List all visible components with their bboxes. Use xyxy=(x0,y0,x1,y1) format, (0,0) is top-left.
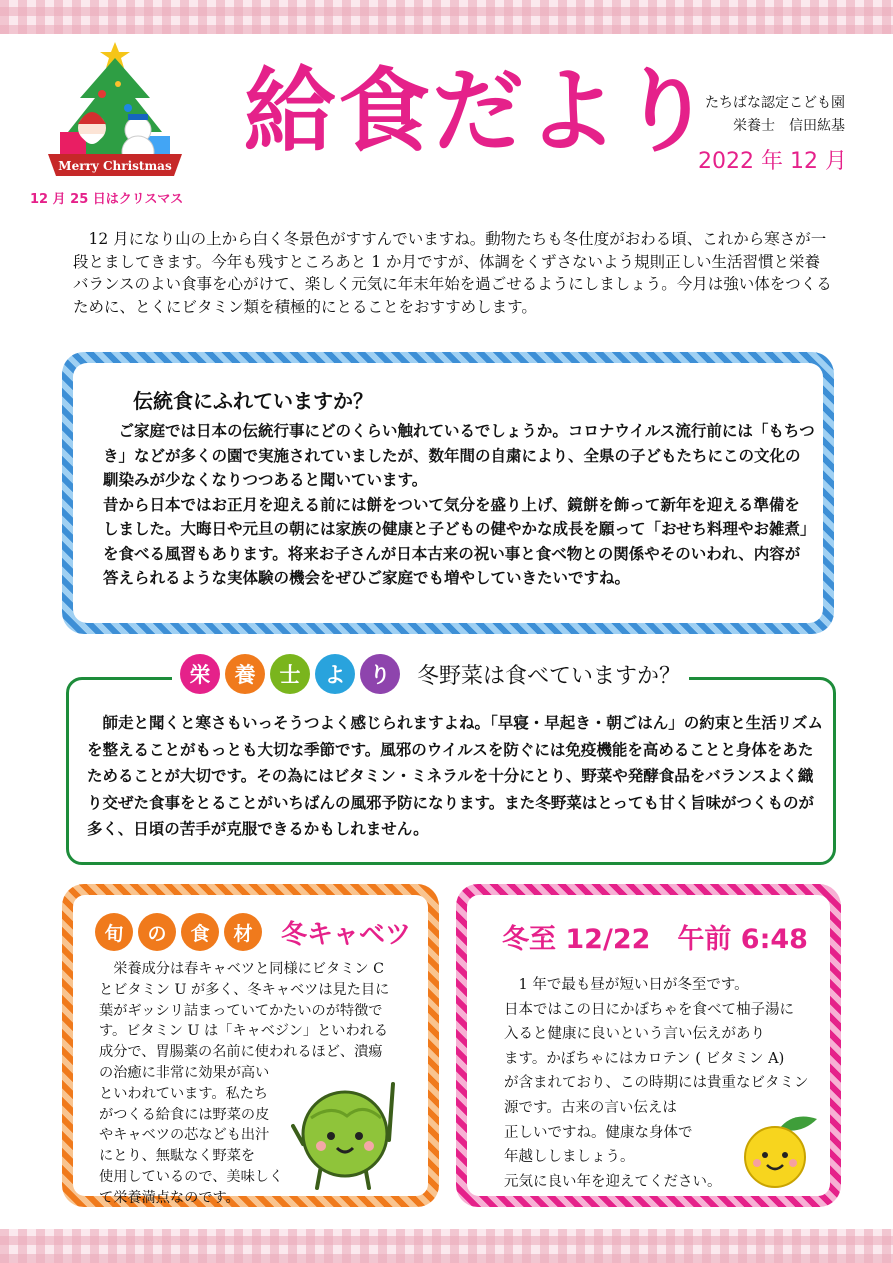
text-line: の治癒に非常に効果が高い xyxy=(99,1064,270,1081)
text-line: 日本ではこの日にかぼちゃを食べて柚子湯に xyxy=(504,1001,794,1018)
merry-christmas-badge: Merry Christmas xyxy=(58,159,172,173)
text-line: ます。かぼちゃにはカロテン ( ビタミン A) xyxy=(504,1050,785,1067)
nutritionist-title: 冬野菜は食べていますか？ xyxy=(417,663,682,689)
traditional-food-title: 伝統食にふれていますか？ xyxy=(133,389,373,413)
nutritionist-body: 師走と聞くと寒さもいっそうつよく感じられますよね。「早寝・早起き・朝ごはん」の約束と生活リズムを整えることがもっとも大切な季節です。風邪のウイルスを防ぐには免疫機能を高めることと身体をあたためることが大切です。その為にはビタミン・ミネラルを十分にとり、野菜や発酵食品をバランスよく織り交ぜた食事をとることがいちばんの風邪予防になります。また冬野菜はとっても甘く旨味がつくものが多く、日頃の苦手が克服できるかもしれません。 xyxy=(87,714,823,838)
top-checkered-border xyxy=(0,0,893,34)
text-line: 使用しているので、美味しく xyxy=(99,1168,284,1185)
badge-char: り xyxy=(360,654,400,694)
text-line: 源です。古来の言い伝えは xyxy=(504,1099,677,1116)
nutritionist-header xyxy=(172,654,689,694)
badge-char: 材 xyxy=(224,913,262,951)
text-line: やキャベツの芯なども出汁 xyxy=(99,1127,270,1144)
text-line: 1 年で最も昼が短い日が冬至です。 xyxy=(504,977,749,993)
text-line: が含まれており、この時期には貴重なビタミン xyxy=(504,1075,809,1092)
text-line: 成分で、胃腸薬の名前に使われるほど、潰瘍 xyxy=(99,1044,383,1061)
text-line: て栄養満点なのです。 xyxy=(99,1189,240,1206)
author-name: 栄養士 信田紘基 xyxy=(733,118,845,134)
text-line: とビタミン U が多く、冬キャベツは見た目に xyxy=(99,981,390,998)
badge-char: 士 xyxy=(270,654,310,694)
badge-char: よ xyxy=(315,654,355,694)
text-line: 入ると健康に良いという言い伝えがあり xyxy=(504,1026,765,1043)
text-line: がつくる給食には野菜の皮 xyxy=(99,1106,270,1123)
christmas-tree-illustration xyxy=(40,36,190,184)
traditional-food-body xyxy=(103,419,815,591)
solstice-title: 冬至 12/22 午前 6:48 xyxy=(502,924,808,955)
text-line: 元気に良い年を迎えてください。 xyxy=(504,1173,722,1190)
text-line: 葉がギッシリ詰まっていてかたいのが特徴で xyxy=(99,1002,383,1019)
intro-paragraph: 12 月になり山の上から白く冬景色がすすんでいますね。動物たちも冬仕度がおわる頃、これから寒さが一段とましてきます。今年も残すところあと 1 か月ですが、体調をくずさないよう規則正しい生活習慣と栄養バランスのよい食事を心がけて、楽しく元気に年末年始を過ごせるようにしましょう。今月は強い体をつくるために、とくにビタミン類を積極的にとることをおすすめします。 xyxy=(73,230,832,316)
issue-date: 2022 年 12 月 xyxy=(698,149,847,174)
badge-char: 養 xyxy=(225,654,265,694)
newsletter-title: 給食だより xyxy=(244,58,715,165)
badge-char: の xyxy=(138,913,176,951)
traditional-food-box xyxy=(62,352,834,634)
badge-char: 旬 xyxy=(95,913,133,951)
text-line: す。ビタミン U は「キャベジン」といわれる xyxy=(99,1023,389,1040)
seasonal-title: 冬キャベツ xyxy=(281,919,412,950)
text-line: といわれています。私たち xyxy=(99,1085,269,1102)
cabbage-character-illustration xyxy=(291,1074,401,1192)
christmas-caption: 12 月 25 日はクリスマス xyxy=(30,192,184,207)
traditional-paragraph-2: 昔から日本ではお正月を迎える前には餅をついて気分を盛り上げ、鏡餅を飾って新年を迎える準備をしました。大晦日や元旦の朝には家族の健康と子どもの健やかな成長を願って「おせち料理やお雑煮」を食べる風習もあります。将来お子さんが日本古来の祝い事と食べ物との関係やそのいわれ、内容が答えられるような実体験の機会をぜひご家庭でも増やしていきたいですね。 xyxy=(103,495,808,587)
text-line: 年越ししましょう。 xyxy=(504,1149,635,1166)
text-line: 栄養成分は春キャベツと同様にビタミン C xyxy=(99,961,384,977)
text-line: にとり、無駄なく野菜を xyxy=(99,1148,256,1165)
text-line: 正しいですね。健康な身体で xyxy=(504,1124,693,1141)
traditional-paragraph-1: ご家庭では日本の伝統行事にどのくらい触れているでしょうか。コロナウイルス流行前には「もちつき」などが多くの園で実施されていましたが、数年間の自粛により、全県の子どもたちにこの文化の馴染みが少なくなりつつあると聞いています。 xyxy=(103,422,815,489)
seasonal-header xyxy=(95,913,411,951)
badge-char: 栄 xyxy=(180,654,220,694)
organization-name: たちばな認定こども園 xyxy=(705,95,845,111)
badge-char: 食 xyxy=(181,913,219,951)
bottom-checkered-border xyxy=(0,1229,893,1263)
yuzu-character-illustration xyxy=(737,1109,823,1191)
